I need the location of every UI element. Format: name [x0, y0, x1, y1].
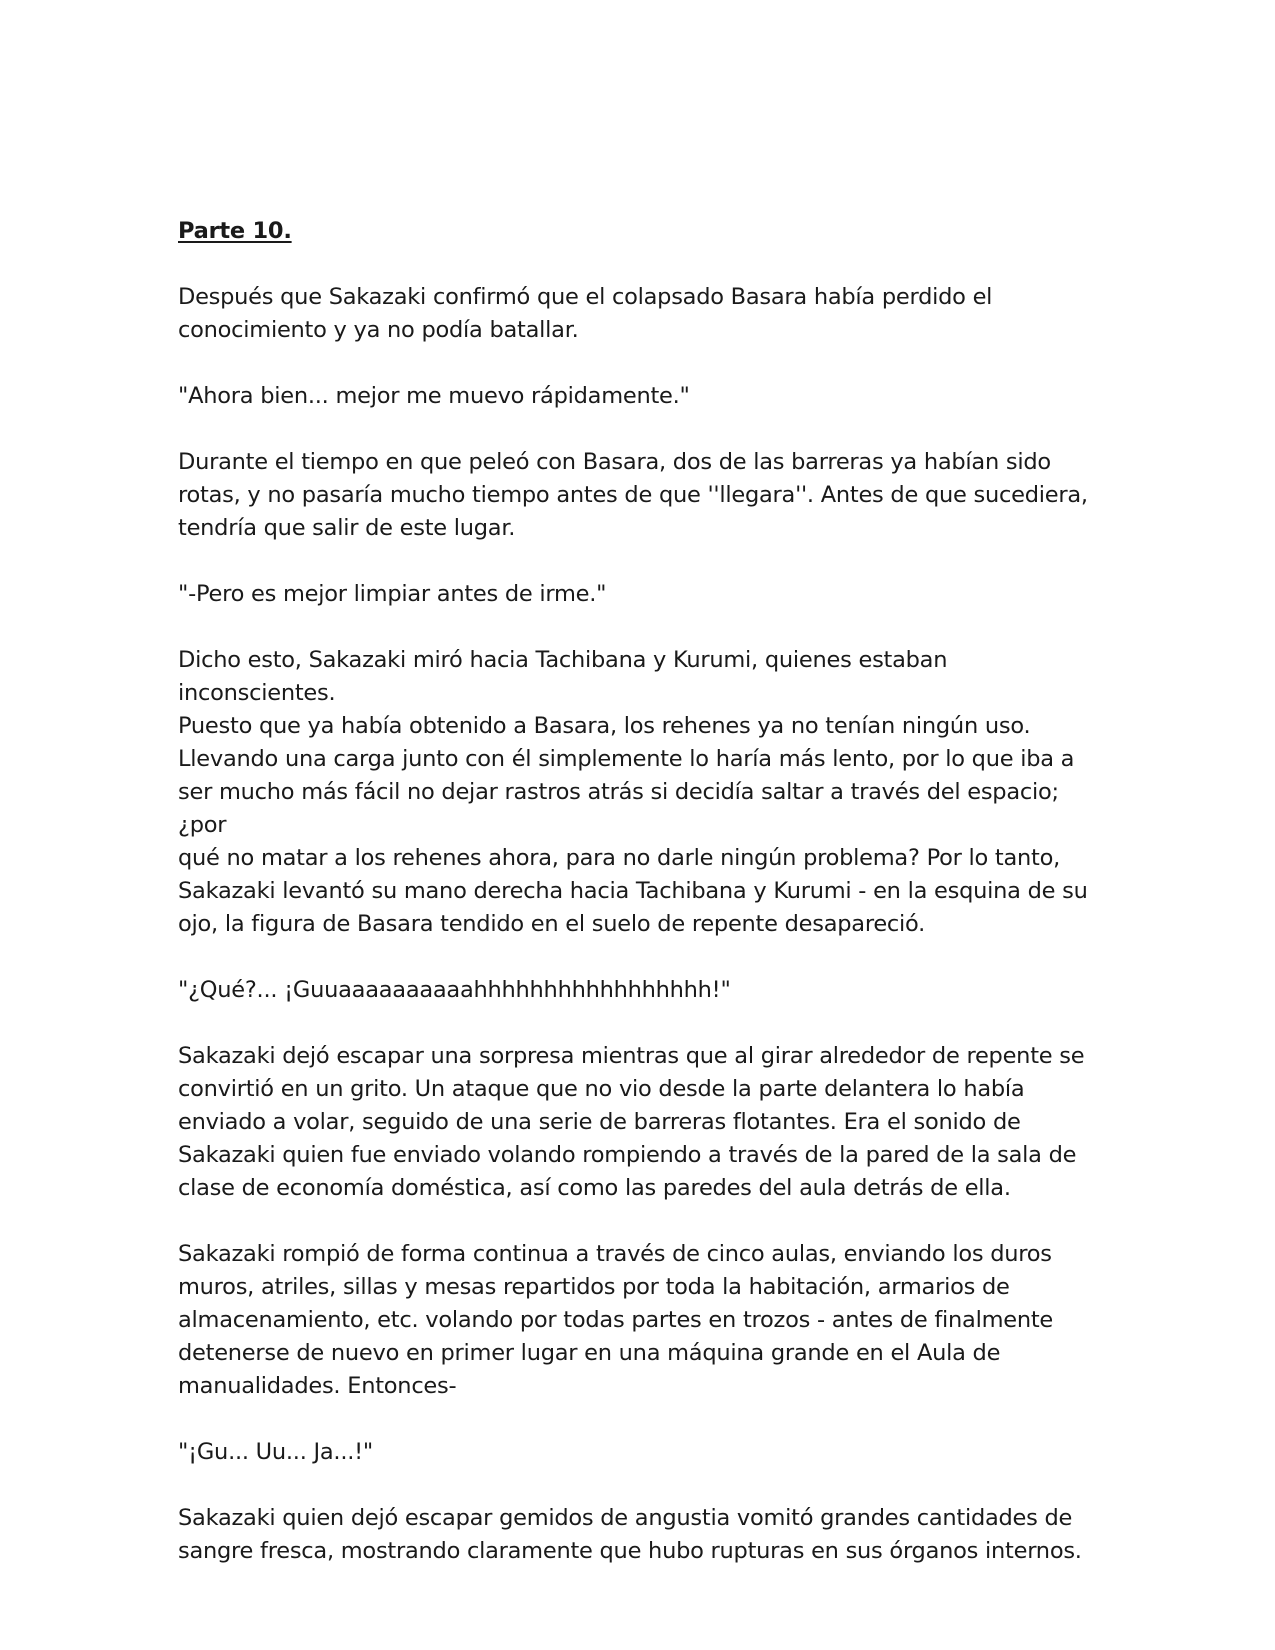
paragraph: Sakazaki dejó escapar una sorpresa mientras que al girar alrededor de repente se convirtió en un grito. Un ataque que no vio desde la parte delantera lo había enviado a volar, seguido de una serie de barreras flotantes. Era el sonido de Sakazaki quien fue enviado volando rompiendo a través de la pared de la sala de clase de economía doméstica, así como las paredes del aula detrás de ella. [178, 1043, 1085, 1201]
paragraph: Después que Sakazaki confirmó que el colapsado Basara había perdido el conocimiento y ya no podía batallar. [178, 284, 993, 343]
paragraph: Sakazaki rompió de forma continua a través de cinco aulas, enviando los duros muros, atriles, sillas y mesas repartidos por toda la habitación, armarios de almacenamiento, etc. volando por todas partes en trozos - antes de finalmente detenerse de nuevo en primer lugar en una máquina grande en el Aula de manualidades. Entonces- [178, 1241, 1054, 1399]
paragraph: Sakazaki quien dejó escapar gemidos de angustia vomitó grandes cantidades de sangre fresca, mostrando claramente que hubo rupturas en sus órganos internos. [178, 1505, 1082, 1564]
document-body [178, 215, 1098, 1601]
paragraph: "-Pero es mejor limpiar antes de irme." [178, 581, 607, 607]
section-heading: Parte 10. [178, 218, 292, 244]
paragraph: Durante el tiempo en que peleó con Basara, dos de las barreras ya habían sido rotas, y no pasaría mucho tiempo antes de que ''llegara''. Antes de que sucediera, tendría que salir de este lugar. [178, 449, 1088, 541]
paragraph: "Ahora bien... mejor me muevo rápidamente." [178, 383, 690, 409]
paragraph: "¿Qué?... ¡Guuaaaaaaaaaahhhhhhhhhhhhhhhhh!" [178, 977, 731, 1003]
paragraph: Dicho esto, Sakazaki miró hacia Tachibana y Kurumi, quienes estaban inconscientes. Puesto que ya había obtenido a Basara, los rehenes ya no tenían ningún uso. Llevando una carga junto con él simplemente lo haría más lento, por lo que iba a ser mucho más fácil no dejar rastros atrás si decidía saltar a través del espacio; ¿por qué no matar a los rehenes ahora, para no darle ningún problema? Por lo tanto, Sakazaki levantó su mano derecha hacia Tachibana y Kurumi - en la esquina de su ojo, la figura de Basara tendido en el suelo de repente desapareció. [178, 647, 1088, 937]
paragraph: "¡Gu... Uu... Ja...!" [178, 1439, 374, 1465]
